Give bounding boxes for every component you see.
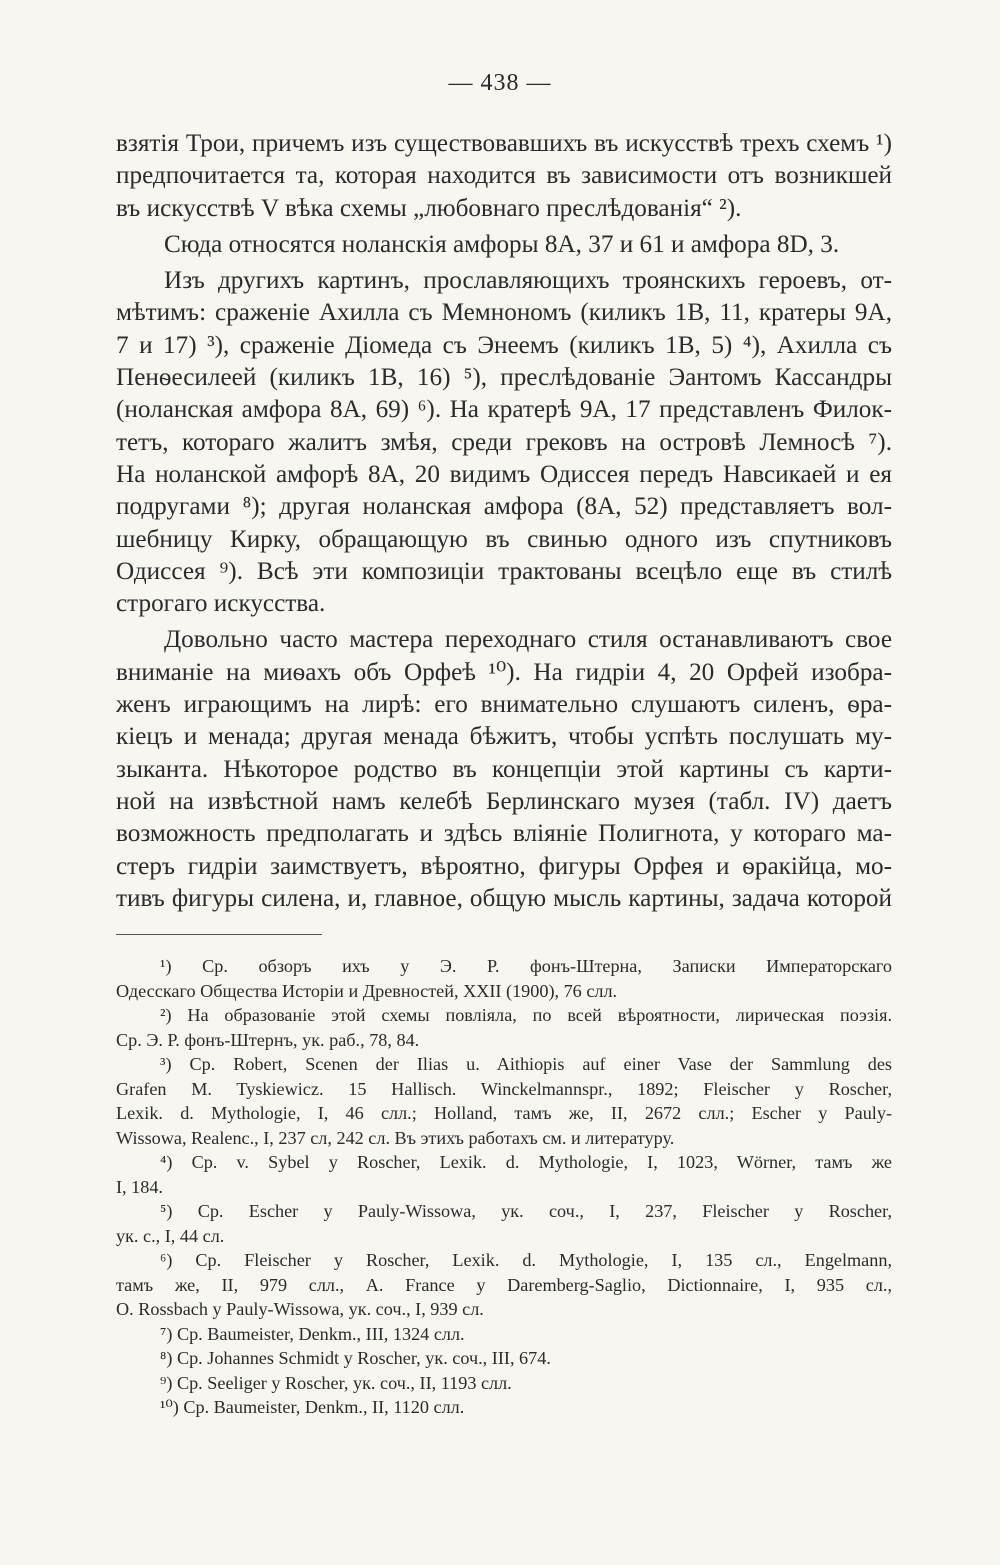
- text-line: тивъ фигуры силена, и, главное, общую мысль картины, задача которой: [116, 884, 892, 912]
- text-line: взятія Трои, причемъ изъ существовавшихъ въ искусствѣ трехъ схемъ ¹): [116, 130, 892, 157]
- text-line: шебницу Кирку, обращающую въ свинью одного изъ спутниковъ: [116, 525, 892, 553]
- footnote-line: O. Rossbach y Pauly-Wissowa, ук. соч., I, 939 сл.: [116, 1299, 484, 1319]
- text-line: возможность предполагать и здѣсь вліяніе Полигнота, у котораго ма-: [116, 820, 892, 848]
- footnote-line: ⁸) Ср. Johannes Schmidt y Roscher, ук. соч., III, 674.: [160, 1348, 551, 1368]
- footnote-line: ⁹) Ср. Seeliger y Roscher, ук. соч., II, 1193 слл.: [160, 1372, 512, 1393]
- page-number: — 438 —: [448, 70, 552, 96]
- footnote-line: Wissowa, Realenc., I, 237 сл, 242 сл. Въ этихъ работахъ см. и литературу.: [116, 1127, 675, 1148]
- footnote-line: ¹⁰) Ср. Baumeister, Denkm., II, 1120 слл.: [160, 1397, 465, 1417]
- footnote-line: ¹) Ср. обзоръ ихъ у Э. Р. фонъ-Штерна, Записки Императорскаго: [160, 956, 892, 976]
- text-line: предпочитается та, которая находится въ зависимости отъ возникшей: [116, 162, 892, 190]
- footnote-line: ³) Ср. Robert, Scenen der Ilias u. Aithiopis auf einer Vase der Sammlung des: [160, 1054, 892, 1074]
- text-line: Изъ другихъ картинъ, прославляющихъ троянскихъ героевъ, от-: [164, 267, 892, 295]
- footnote-line: ук. с., I, 44 сл.: [116, 1225, 225, 1246]
- text-line: кіецъ и менада; другая менада бѣжитъ, чтобы успѣть послушать му-: [116, 723, 892, 751]
- main-text: [116, 128, 892, 915]
- footnote-line: тамъ же, II, 979 слл., A. France y Daremberg-Saglio, Dictionnaire, I, 935 сл.,: [116, 1274, 892, 1295]
- text-line: На ноланской амфорѣ 8A, 20 видимъ Одиссея передъ Навсикаей и ея: [116, 460, 892, 488]
- footnote-line: I, 184.: [116, 1176, 163, 1197]
- text-line: женъ играющимъ на лирѣ: его внимательно слушаютъ силенъ, ѳра-: [116, 691, 892, 719]
- footnote-line: Grafen M. Tyskiewicz. 15 Hallisch. Winckelmannspr., 1892; Fleischer y Roscher,: [116, 1078, 892, 1099]
- text-line: Сюда относятся ноланскія амфоры 8A, 37 и 61 и амфора 8D, 3.: [164, 230, 840, 258]
- text-line: мѣтимъ: сраженіе Ахилла съ Мемнономъ (киликъ 1B, 11, кратеры 9A,: [116, 299, 892, 327]
- text-line: тетъ, котораго жалитъ змѣя, среди грековъ на островѣ Лемносѣ ⁷).: [116, 428, 892, 456]
- footnote-line: ²) На образованіе этой схемы повліяла, по всей вѣроятности, лирическая поэзія.: [160, 1005, 892, 1025]
- text-line: въ искусствѣ V вѣка схемы „любовнаго преслѣдованія“ ²).: [116, 194, 742, 222]
- text-line: зыканта. Нѣкоторое родство въ концепціи этой картины съ карти-: [116, 755, 892, 783]
- text-line: стеръ гидріи заимствуетъ, вѣроятно, фигуры Орфея и ѳракійца, мо-: [116, 852, 892, 880]
- footnote-line: ⁶) Ср. Fleischer y Roscher, Lexik. d. Mythologie, I, 135 сл., Engelmann,: [160, 1250, 892, 1270]
- text-line: (ноланская амфора 8A, 69) ⁶). На кратерѣ 9A, 17 представленъ Филок-: [116, 396, 892, 424]
- text-line: Пенѳесилеей (киликъ 1B, 16) ⁵), преслѣдованіе Эантомъ Кассандры: [116, 364, 892, 392]
- footnotes: [116, 954, 892, 1420]
- footnote-divider: [116, 934, 322, 935]
- footnote-line: Lexik. d. Mythologie, I, 46 слл.; Holland, тамъ же, II, 2672 слл.; Escher y Pauly-: [116, 1103, 892, 1123]
- text-line: ной на извѣстной намъ келебѣ Берлинскаго музея (табл. IV) даетъ: [116, 787, 892, 815]
- footnote-line: Одесскаго Общества Исторіи и Древностей, XXII (1900), 76 слл.: [116, 980, 618, 1001]
- footnote-line: ⁴) Ср. v. Sybel y Roscher, Lexik. d. Mythologie, I, 1023, Wörner, тамъ же: [160, 1152, 892, 1172]
- text-line: Довольно часто мастера переходнаго стиля останавливаютъ свое: [164, 626, 892, 654]
- text-line: вниманіе на миѳахъ объ Орфеѣ ¹⁰). На гидріи 4, 20 Орфей изобра-: [116, 658, 892, 686]
- footnote-line: ⁵) Ср. Escher y Pauly-Wissowa, ук. соч., I, 237, Fleischer y Roscher,: [160, 1201, 892, 1221]
- footnote-line: ⁷) Ср. Baumeister, Denkm., III, 1324 слл.: [160, 1323, 465, 1344]
- footnote-line: Ср. Э. Р. фонъ-Штернъ, ук. раб., 78, 84.: [116, 1029, 420, 1050]
- text-line: подругами ⁸); другая ноланская амфора (8A, 52) представляетъ вол-: [116, 493, 892, 521]
- text-line: строгаго искусства.: [116, 590, 326, 618]
- text-line: 7 и 17) ³), сраженіе Діомеда съ Энеемъ (киликъ 1B, 5) ⁴), Ахилла съ: [116, 331, 892, 359]
- text-line: Одиссея ⁹). Всѣ эти композиціи трактованы всецѣло еще въ стилѣ: [116, 557, 892, 585]
